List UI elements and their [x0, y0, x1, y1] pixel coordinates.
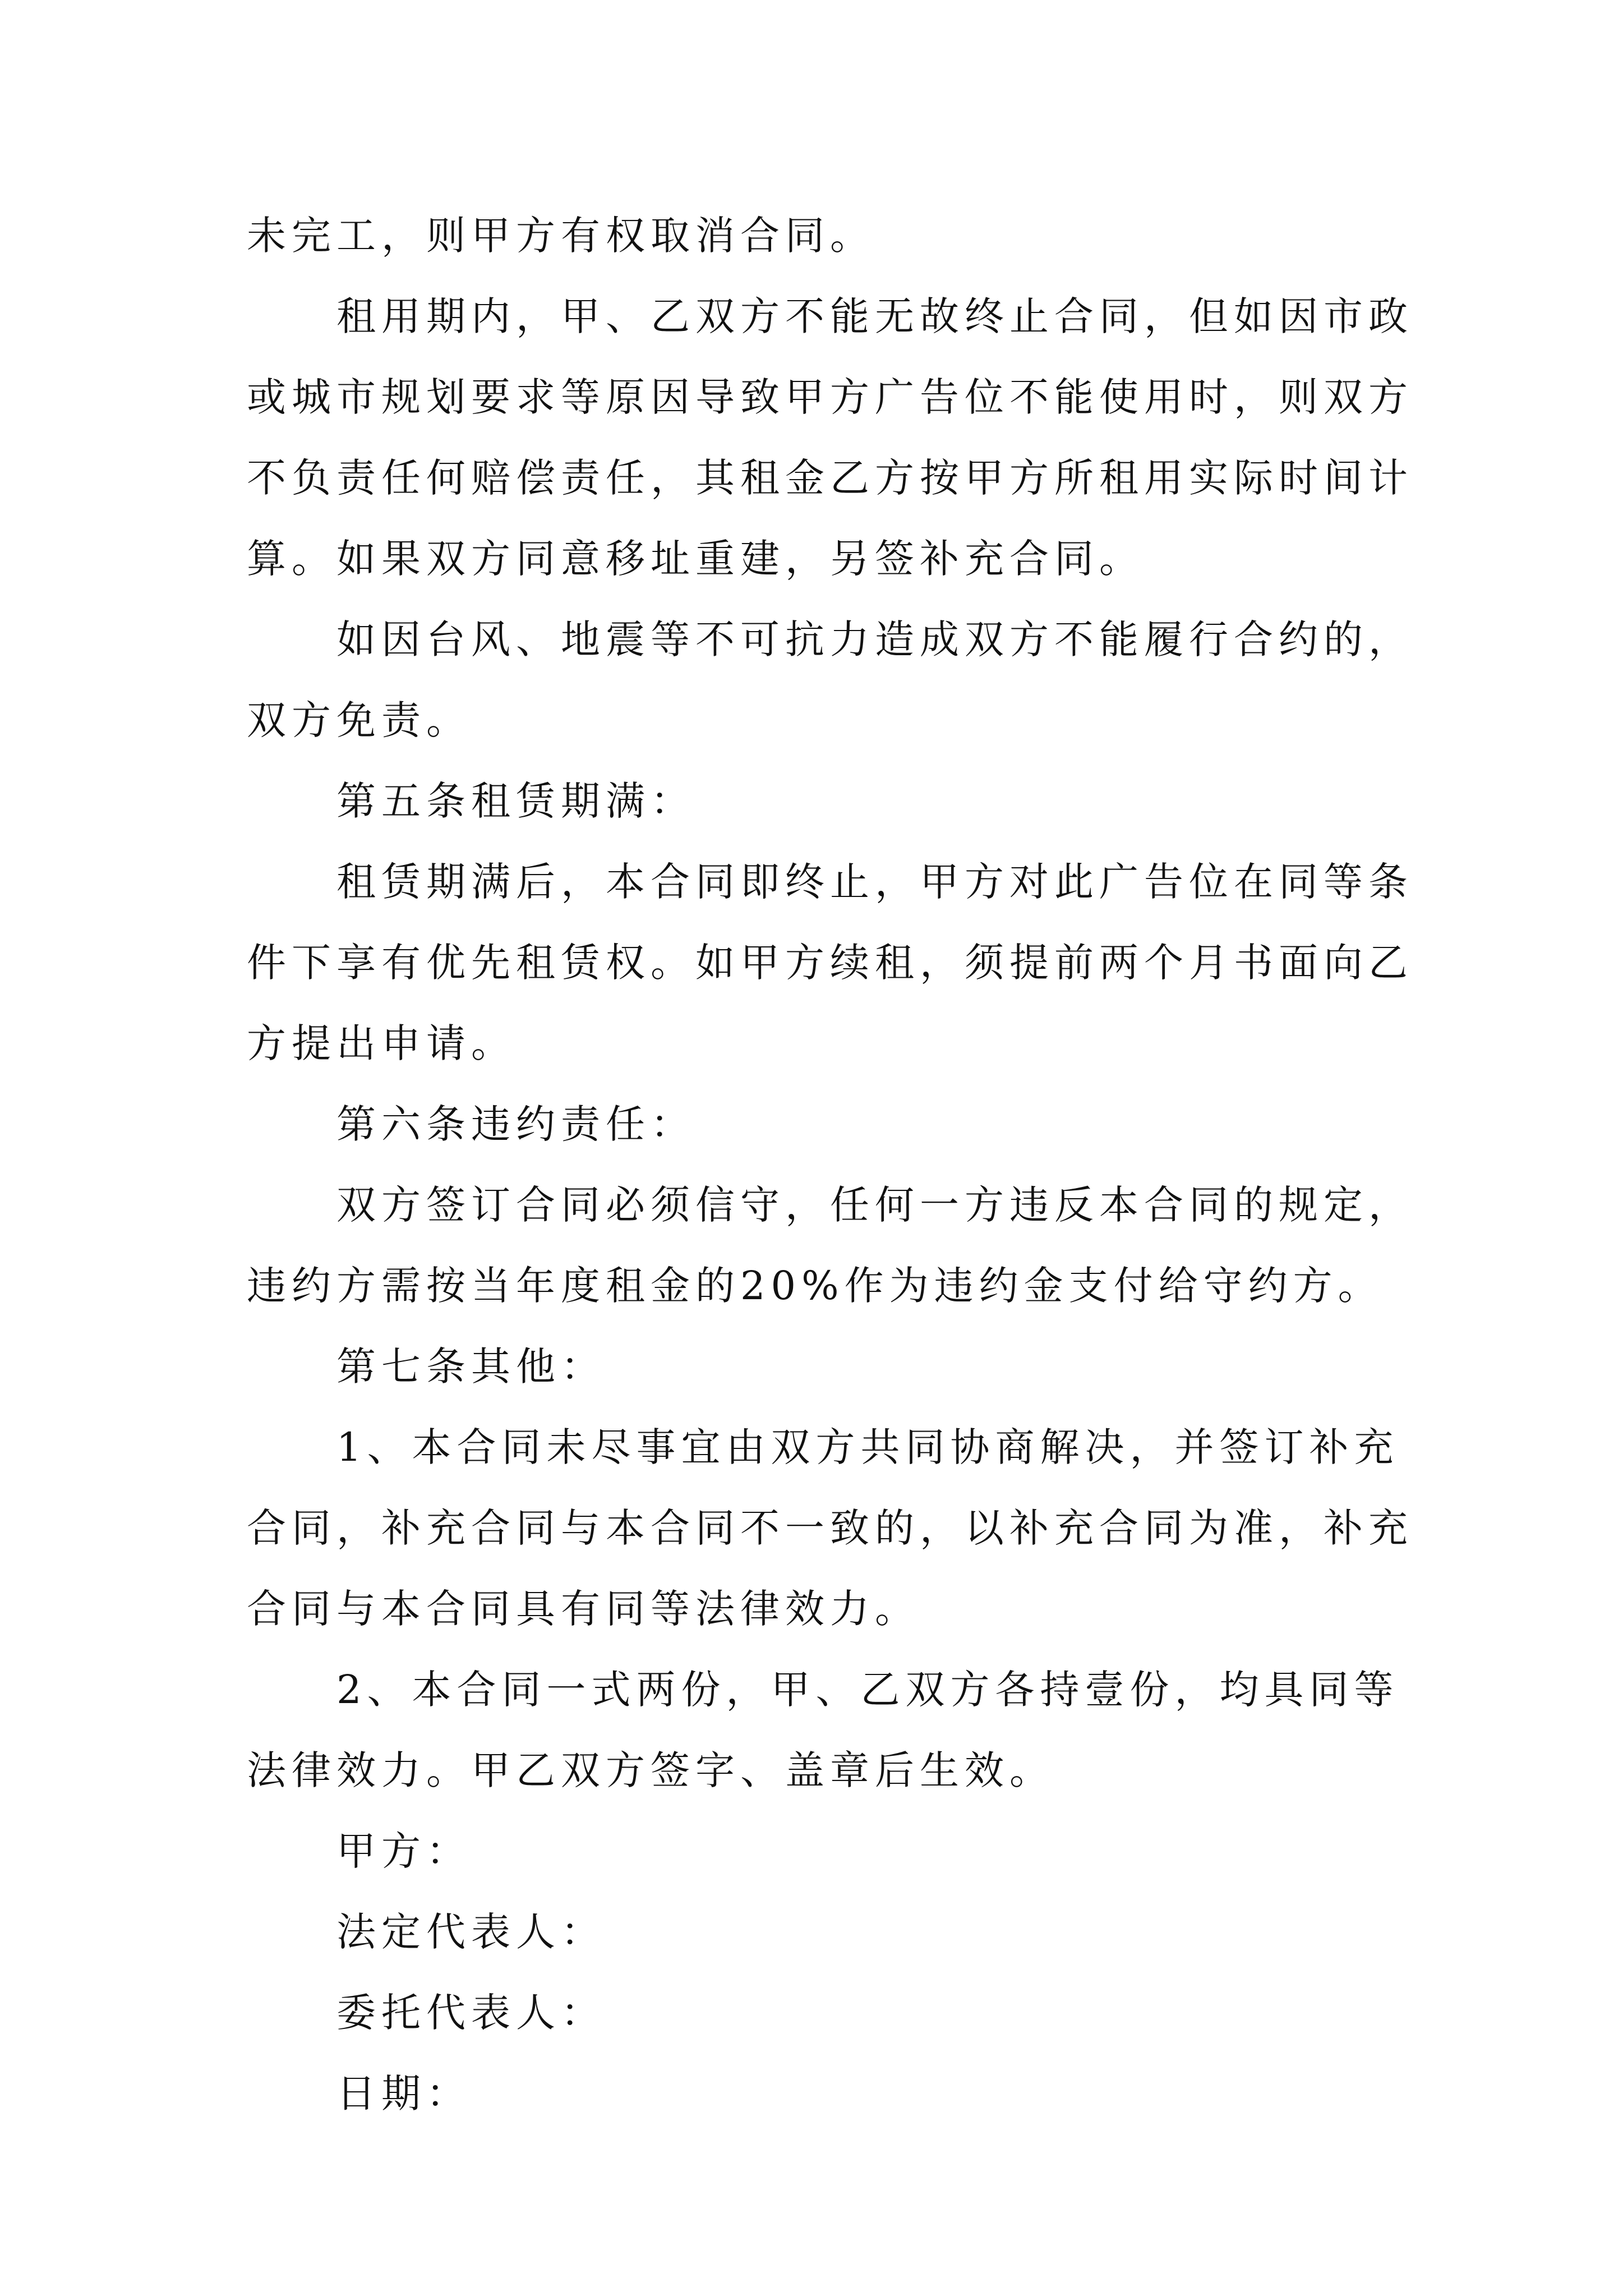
signature-label: 法定代表人： — [336, 1909, 606, 1955]
paragraph-line: 租赁期满后，本合同即终止，甲方对此广告位在同等条 — [336, 859, 1413, 905]
paragraph-line: 合同，补充合同与本合同不一致的，以补充合同为准，补充 — [247, 1505, 1413, 1551]
paragraph-line: 不负责任何赔偿责任，其租金乙方按甲方所租用实际时间计 — [247, 455, 1413, 501]
paragraph-line: 合同与本合同具有同等法律效力。 — [247, 1586, 920, 1632]
paragraph-line: 租用期内，甲、乙双方不能无故终止合同，但如因市政 — [336, 293, 1413, 339]
paragraph-line: 双方签订合同必须信守，任何一方违反本合同的规定， — [336, 1182, 1413, 1228]
document-body — [247, 195, 1413, 2134]
section-heading: 第七条其他： — [336, 1343, 606, 1389]
paragraph-line: 方提出申请。 — [247, 1020, 516, 1066]
paragraph-line: 2、本合同一式两份，甲、乙双方各持壹份，均具同等 — [336, 1667, 1399, 1713]
signature-label: 日期： — [336, 2070, 471, 2116]
section-heading: 第五条租赁期满： — [336, 778, 695, 824]
paragraph-line: 件下享有优先租赁权。如甲方续租，须提前两个月书面向乙 — [247, 940, 1413, 986]
signature-label: 甲方： — [336, 1828, 471, 1874]
paragraph-line: 算。如果双方同意移址重建，另签补充合同。 — [247, 536, 1144, 582]
paragraph-line: 双方免责。 — [247, 697, 471, 743]
paragraph-line: 违约方需按当年度租金的20%作为违约金支付给守约方。 — [247, 1263, 1383, 1309]
paragraph-line: 或城市规划要求等原因导致甲方广告位不能使用时，则双方 — [247, 374, 1413, 420]
section-heading: 第六条违约责任： — [336, 1101, 695, 1147]
paragraph-line: 未完工，则甲方有权取消合同。 — [247, 213, 875, 259]
paragraph-line: 如因台风、地震等不可抗力造成双方不能履行合约的， — [336, 616, 1413, 662]
signature-label: 委托代表人： — [336, 1990, 606, 2036]
paragraph-line: 法律效力。甲乙双方签字、盖章后生效。 — [247, 1747, 1054, 1793]
paragraph-line: 1、本合同未尽事宜由双方共同协商解决，并签订补充 — [336, 1424, 1399, 1470]
